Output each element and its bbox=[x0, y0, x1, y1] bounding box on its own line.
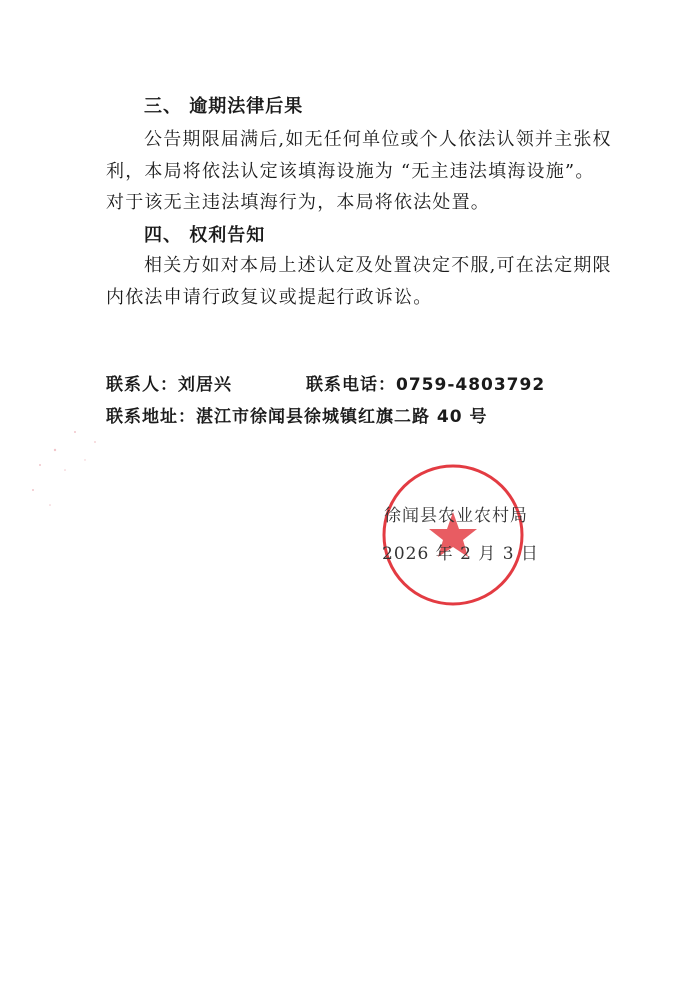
contact-phone bbox=[306, 374, 545, 396]
contact-address-value: 湛江市徐闻县徐城镇红旗二路 40 号 bbox=[196, 407, 488, 427]
contact-phone-value: 0759-4803792 bbox=[396, 375, 546, 395]
section-heading: 四、 权利告知 bbox=[144, 225, 266, 246]
section-heading: 三、 逾期法律后果 bbox=[144, 96, 304, 117]
contact-person-label: 联系人： bbox=[106, 375, 178, 395]
official-seal bbox=[380, 462, 526, 608]
paragraph-line: 内依法申请行政复议或提起行政诉讼。 bbox=[106, 287, 433, 308]
paragraph-line: 利，本局将依法认定该填海设施为 “无主违法填海设施”。 bbox=[106, 161, 595, 182]
contact-person-value: 刘居兴 bbox=[178, 375, 232, 395]
contact-person bbox=[106, 374, 232, 396]
signature-date: 2026 年 2 月 3 日 bbox=[382, 544, 539, 564]
paragraph-line: 公告期限届满后,如无任何单位或个人依法认领并主张权 bbox=[144, 129, 612, 150]
paragraph-line: 对于该无主违法填海行为，本局将依法处置。 bbox=[106, 192, 490, 213]
contact-address bbox=[106, 406, 488, 428]
paragraph-line: 相关方如对本局上述认定及处置决定不服,可在法定期限 bbox=[144, 255, 612, 276]
signature-org: 徐闻县农业农村局 bbox=[384, 506, 528, 526]
contact-address-label: 联系地址： bbox=[106, 407, 196, 427]
contact-phone-label: 联系电话： bbox=[306, 375, 396, 395]
scan-noise bbox=[25, 420, 145, 530]
